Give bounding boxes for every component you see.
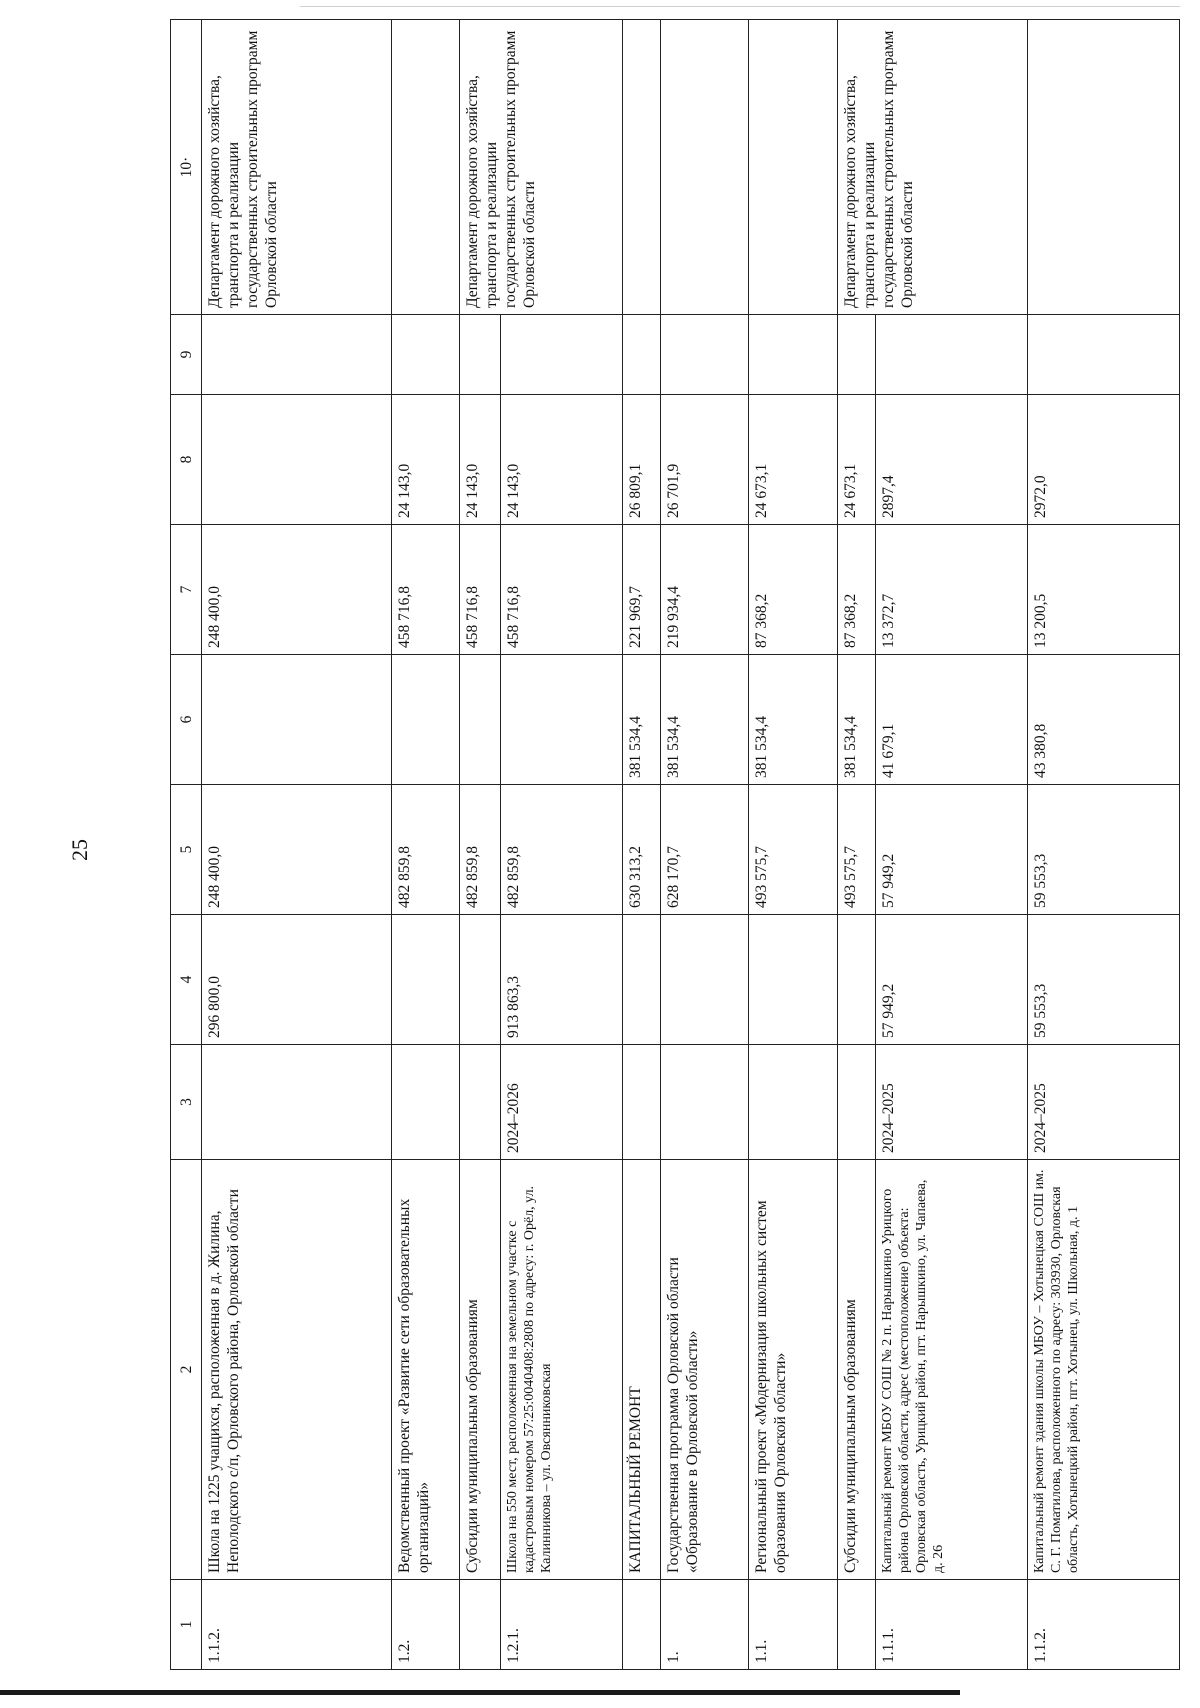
row-number-cell: 1.2.1. — [500, 1580, 622, 1670]
period-cell — [837, 1045, 875, 1160]
value-cell — [661, 915, 749, 1045]
value-cell: 458 716,8 — [460, 525, 501, 655]
responsible-cell — [661, 20, 749, 315]
row-number-cell: 1.1. — [749, 1580, 837, 1670]
value-cell: 13 200,5 — [1027, 525, 1179, 655]
value-cell: 26 809,1 — [623, 395, 661, 525]
value-cell: 43 380,8 — [1027, 655, 1179, 785]
value-cell: 13 372,7 — [875, 525, 1027, 655]
table-row — [202, 20, 392, 1670]
value-cell — [500, 655, 622, 785]
value-cell: 630 313,2 — [623, 785, 661, 915]
period-cell — [623, 1045, 661, 1160]
table-row — [460, 20, 501, 1670]
row-name-cell: Региональный проект «Модернизация школьных систем образования Орловской области» — [749, 1160, 837, 1580]
column-header: 2 — [171, 1160, 202, 1580]
column-header: 3 — [171, 1045, 202, 1160]
value-cell — [837, 915, 875, 1045]
value-cell — [392, 315, 460, 395]
row-name-cell: Школа на 550 мест, расположенная на земельном участке с кадастровым номером 57:25:0040408:2808 по адресу: г. Орёл, ул. Калинникова – ул. Овсянниковская — [500, 1160, 622, 1580]
value-cell — [460, 655, 501, 785]
period-cell: 2024–2025 — [875, 1045, 1027, 1160]
value-cell: 296 800,0 — [202, 915, 392, 1045]
value-cell — [202, 655, 392, 785]
value-cell — [875, 315, 1027, 395]
row-name-cell: КАПИТАЛЬНЫЙ РЕМОНТ — [623, 1160, 661, 1580]
column-number-header-row — [171, 20, 202, 1670]
value-cell: 381 534,4 — [749, 655, 837, 785]
period-cell — [661, 1045, 749, 1160]
row-name-cell: Капитальный ремонт здания школы МБОУ – Хотынецкая СОШ им. С. Г. Поматилова, расположенного по адресу: 303930, Орловская область, Хотынецкий район, пгт. Хотынец, ул. Школьная, д. 1 — [1027, 1160, 1179, 1580]
value-cell: 458 716,8 — [392, 525, 460, 655]
table-row — [392, 20, 460, 1670]
column-header: 9 — [171, 315, 202, 395]
value-cell: 59 553,3 — [1027, 915, 1179, 1045]
period-cell: 2024–2026 — [500, 1045, 622, 1160]
value-cell: 87 368,2 — [749, 525, 837, 655]
value-cell: 458 716,8 — [500, 525, 622, 655]
column-header: 5 — [171, 785, 202, 915]
column-header: 7 — [171, 525, 202, 655]
table-row — [661, 20, 749, 1670]
period-cell — [392, 1045, 460, 1160]
value-cell: 2897,4 — [875, 395, 1027, 525]
row-number-cell — [623, 1580, 661, 1670]
column-header: 1 — [171, 1580, 202, 1670]
scan-artifact-edge-bottom — [0, 1690, 960, 1695]
table-row — [837, 20, 875, 1670]
value-cell — [500, 315, 622, 395]
responsible-cell — [749, 20, 837, 315]
value-cell: 24 143,0 — [392, 395, 460, 525]
value-cell — [460, 915, 501, 1045]
value-cell — [392, 915, 460, 1045]
row-number-cell: 1. — [661, 1580, 749, 1670]
responsible-cell: Департамент дорожного хозяйства, транспорта и реализации государственных строительных программ Орловской области — [460, 20, 623, 315]
value-cell: 493 575,7 — [749, 785, 837, 915]
value-cell — [623, 915, 661, 1045]
value-cell: 219 934,4 — [661, 525, 749, 655]
table-frame — [170, 20, 1180, 1670]
value-cell: 24 673,1 — [749, 395, 837, 525]
value-cell: 221 969,7 — [623, 525, 661, 655]
value-cell: 628 170,7 — [661, 785, 749, 915]
period-cell: 2024–2025 — [1027, 1045, 1179, 1160]
value-cell: 57 949,2 — [875, 785, 1027, 915]
row-number-cell: 1.1.1. — [875, 1580, 1027, 1670]
row-name-cell: Государственная программа Орловской области «Образование в Орловской области» — [661, 1160, 749, 1580]
value-cell: 87 368,2 — [837, 525, 875, 655]
row-name-cell: Субсидии муниципальным образованиям — [460, 1160, 501, 1580]
value-cell: 59 553,3 — [1027, 785, 1179, 915]
responsible-cell: Департамент дорожного хозяйства, транспорта и реализации государственных строительных программ Орловской области — [837, 20, 1027, 315]
column-header: 4 — [171, 915, 202, 1045]
value-cell: 913 863,3 — [500, 915, 622, 1045]
row-name-cell: Капитальный ремонт МБОУ СОШ № 2 п. Нарышкино Урицкого района Орловской области, адрес (местоположение) объекта: Орловская область, Урицкий район, пгт. Нарышкино, ул. Чапаева, д. 26 — [875, 1160, 1027, 1580]
table-row — [749, 20, 837, 1670]
row-name-cell: Ведомственный проект «Развитие сети образовательных организаций» — [392, 1160, 460, 1580]
value-cell: 381 534,4 — [837, 655, 875, 785]
value-cell: 482 859,8 — [460, 785, 501, 915]
page-number: 25 — [67, 839, 92, 861]
row-number-cell — [837, 1580, 875, 1670]
value-cell: 41 679,1 — [875, 655, 1027, 785]
value-cell — [202, 315, 392, 395]
value-cell — [837, 315, 875, 395]
row-number-cell: 1.1.2. — [1027, 1580, 1179, 1670]
row-name-cell: Субсидии муниципальным образованиям — [837, 1160, 875, 1580]
responsible-cell — [1027, 20, 1179, 315]
value-cell — [460, 315, 501, 395]
value-cell: 2972,0 — [1027, 395, 1179, 525]
value-cell: 248 400,0 — [202, 785, 392, 915]
responsible-cell — [392, 20, 460, 315]
period-cell — [460, 1045, 501, 1160]
period-cell — [749, 1045, 837, 1160]
value-cell: 26 701,9 — [661, 395, 749, 525]
value-cell — [202, 395, 392, 525]
rotated-table-container — [170, 20, 1180, 1670]
value-cell — [623, 315, 661, 395]
responsible-cell: Департамент дорожного хозяйства, транспорта и реализации государственных строительных программ Орловской области — [202, 20, 392, 315]
value-cell: 381 534,4 — [623, 655, 661, 785]
value-cell — [1027, 315, 1179, 395]
row-number-cell: 1.2. — [392, 1580, 460, 1670]
scan-artifact-line-top — [300, 6, 1180, 7]
row-number-cell: 1.1.2. — [202, 1580, 392, 1670]
value-cell: 24 673,1 — [837, 395, 875, 525]
value-cell — [749, 915, 837, 1045]
value-cell: 482 859,8 — [392, 785, 460, 915]
row-name-cell: Школа на 1225 учащихся, расположенная в д. Жилина, Неполодского с/п, Орловского района, Орловской области — [202, 1160, 392, 1580]
value-cell: 381 534,4 — [661, 655, 749, 785]
value-cell: 57 949,2 — [875, 915, 1027, 1045]
value-cell — [661, 315, 749, 395]
budget-table — [170, 19, 1180, 1670]
value-cell: 24 143,0 — [460, 395, 501, 525]
value-cell — [749, 315, 837, 395]
column-header: 6 — [171, 655, 202, 785]
value-cell: 493 575,7 — [837, 785, 875, 915]
column-header: 8 — [171, 395, 202, 525]
value-cell: 24 143,0 — [500, 395, 622, 525]
value-cell — [392, 655, 460, 785]
row-number-cell — [460, 1580, 501, 1670]
period-cell — [202, 1045, 392, 1160]
value-cell: 248 400,0 — [202, 525, 392, 655]
column-header: 10· — [171, 20, 202, 315]
table-row — [623, 20, 661, 1670]
table-row — [1027, 20, 1179, 1670]
responsible-cell — [623, 20, 661, 315]
value-cell: 482 859,8 — [500, 785, 622, 915]
